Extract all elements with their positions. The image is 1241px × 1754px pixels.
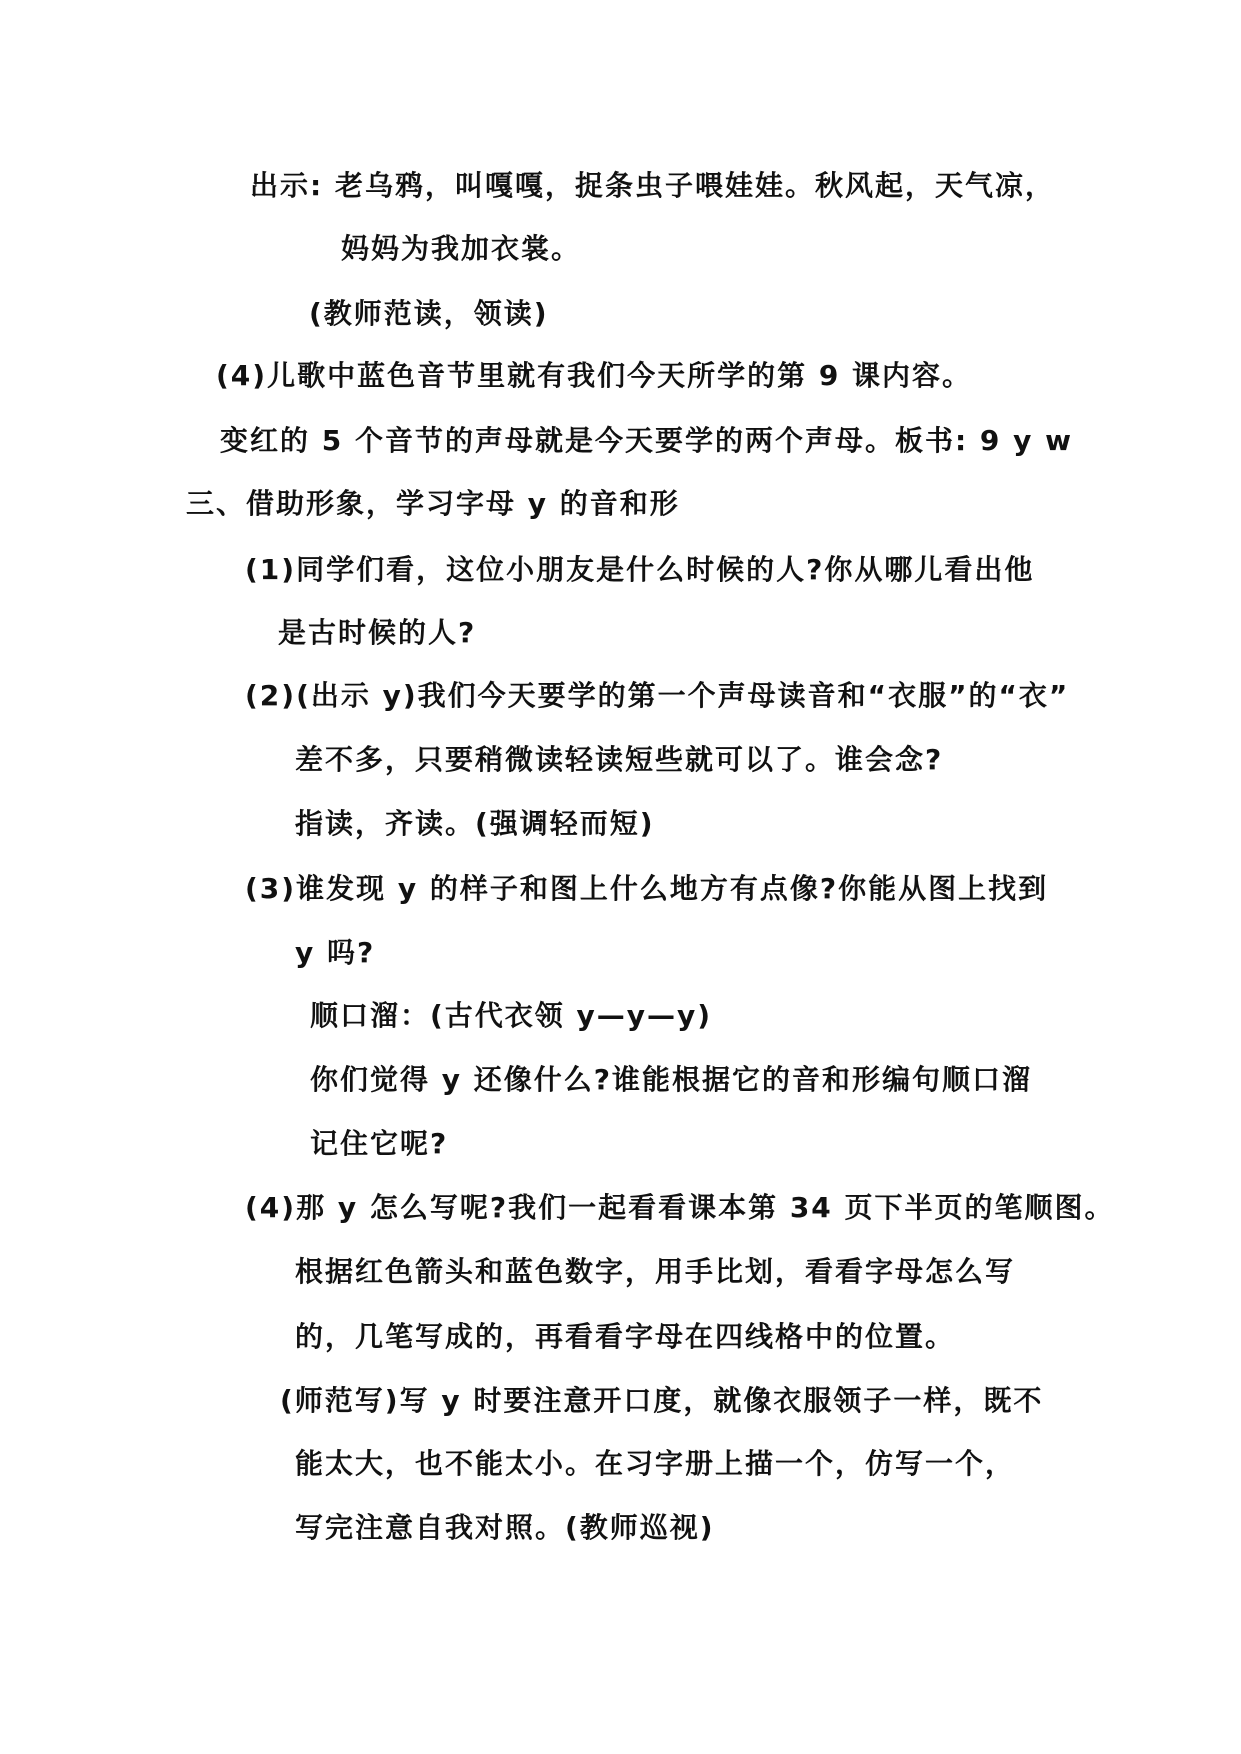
text-line-1: 出示: 老乌鸦，叫嘎嘎，捉条虫子喂娃娃。秋风起，天气凉， [250, 169, 1055, 202]
text-line-2: 妈妈为我加衣裳。 [341, 232, 582, 265]
text-line-9: (2)(出示 y)我们今天要学的第一个声母读音和“衣服”的“衣” [245, 679, 1070, 712]
text-line-19: 的，几笔写成的，再看看字母在四线格中的位置。 [295, 1320, 956, 1353]
text-line-12: (3)谁发现 y 的样子和图上什么地方有点像?你能从图上找到 [245, 872, 1049, 905]
text-line-15: 你们觉得 y 还像什么?谁能根据它的音和形编句顺口溜 [310, 1063, 1032, 1096]
text-line-8: 是古时候的人? [278, 616, 477, 649]
text-line-5: 变红的 5 个音节的声母就是今天要学的两个声母。板书: 9 y w [220, 424, 1074, 457]
text-line-14: 顺口溜：(古代衣领 y—y—y) [310, 999, 713, 1032]
text-line-3: (教师范读，领读) [309, 297, 549, 330]
text-line-18: 根据红色箭头和蓝色数字，用手比划，看看字母怎么写 [295, 1255, 1016, 1288]
text-line-16: 记住它呢? [310, 1127, 449, 1160]
section-heading: 三、借助形象，学习字母 y 的音和形 [186, 487, 680, 520]
text-line-20: (师范写)写 y 时要注意开口度，就像衣服领子一样，既不 [280, 1384, 1044, 1417]
text-line-13: y 吗? [295, 936, 376, 969]
text-line-10: 差不多，只要稍微读轻读短些就可以了。谁会念? [295, 743, 944, 776]
text-line-11: 指读，齐读。(强调轻而短) [295, 807, 655, 840]
text-line-17: (4)那 y 怎么写呢?我们一起看看课本第 34 页下半页的笔顺图。 [245, 1191, 1115, 1224]
text-line-7: (1)同学们看，这位小朋友是什么时候的人?你从哪儿看出他 [245, 553, 1035, 586]
text-line-22: 写完注意自我对照。(教师巡视) [295, 1511, 715, 1544]
text-line-4: (4)儿歌中蓝色音节里就有我们今天所学的第 9 课内容。 [216, 359, 973, 392]
text-line-21: 能太大，也不能太小。在习字册上描一个，仿写一个， [295, 1447, 1016, 1480]
